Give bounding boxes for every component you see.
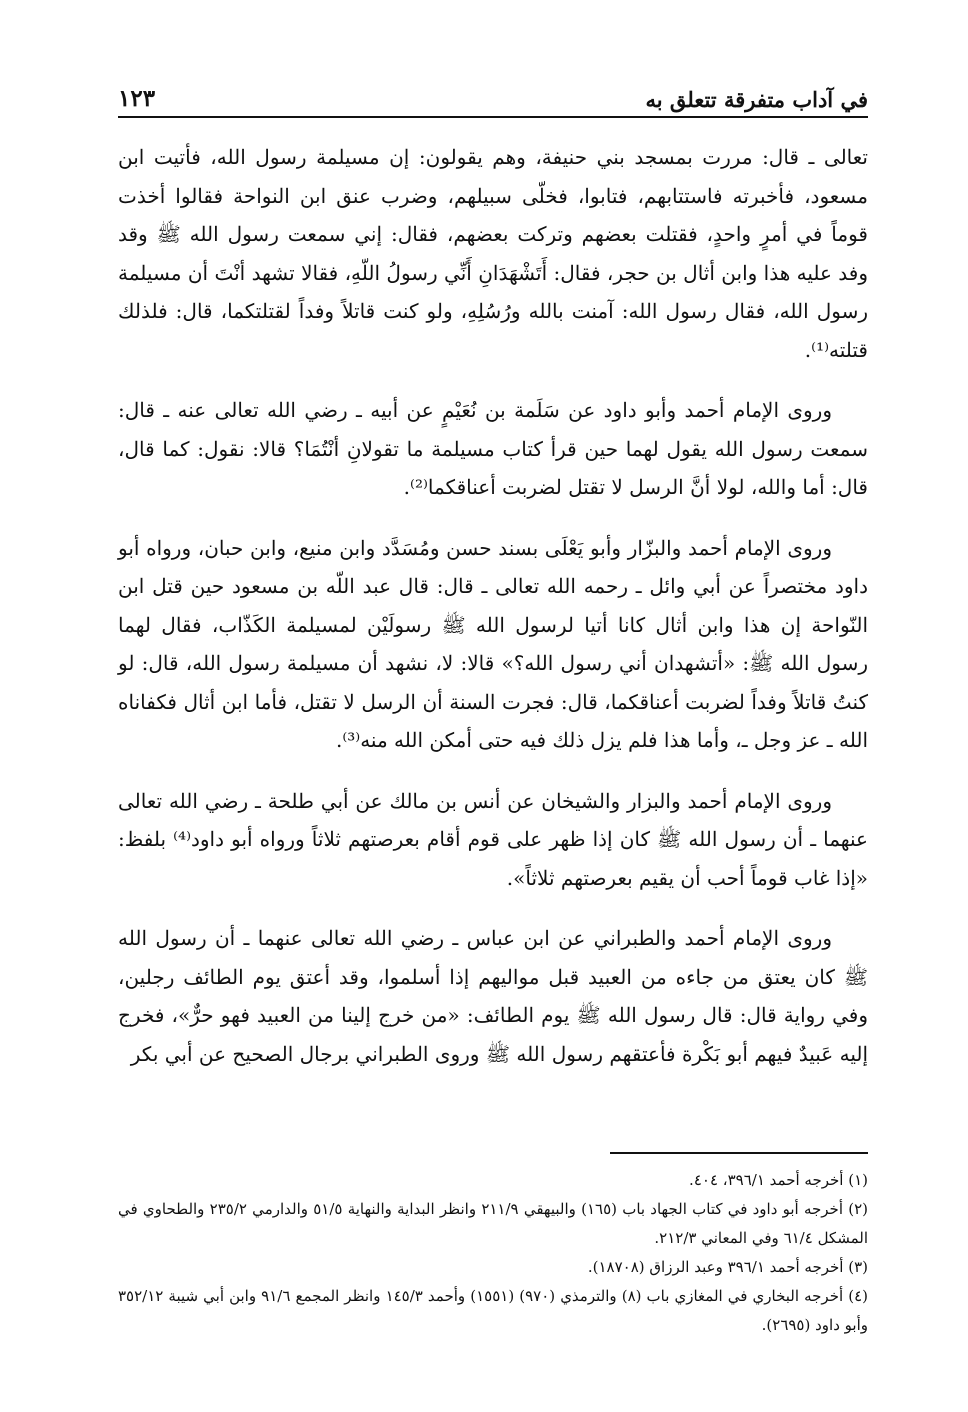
footnote: (١) أخرجه أحمد ٣٩٦/١، ٤٠٤. [689, 1171, 868, 1189]
page-number: ١٢٣ [118, 85, 156, 112]
footnotes [118, 1166, 868, 1340]
main-text [118, 138, 868, 1073]
running-header [118, 78, 868, 112]
paragraph: وروى الإمام أحمد وأبو داود عن سَلَمة بن نُعَيْمٍ عن أبيه ـ رضي الله تعالى عنه ـ قال: سمعت رسول الله يقول لهما حين قرأ كتاب مسيلمة ما تقولانِ أنْتُمَا؟ قالا: نقول: كما قال، قال: أما والله، لولا أنَّ الرسل لا تقتل لضربت أعناقكما⁽²⁾. [118, 398, 868, 499]
header-rule [118, 116, 868, 118]
paragraph: وروى الإمام أحمد والبزار والشيخان عن أنس بن مالك عن أبي طلحة ـ رضي الله تعالى عنهما ـ أن رسول الله ﷺ كان إذا ظهر على قوم أقام بعرصتهم ثلاثاً ورواه أبو داود⁽⁴⁾ بلفظ: «إذا غاب قوماً أحب أن يقيم بعرصتهم ثلاثاً». [118, 788, 868, 890]
footnote: (٢) أخرجه أبو داود في كتاب الجهاد باب (١٦٥) والبيهقي ٢١١/٩ وانظر البداية والنهاية ٥١/٥ والدارمي ٢٣٥/٢ والطحاوي في المشكل ٦١/٤ وفي المعاني ٢١٢/٣. [118, 1200, 868, 1247]
paragraph: تعالى ـ قال: مررت بمسجد بني حنيفة، وهم يقولون: إن مسيلمة رسول الله، فأتيت ابن مسعود، فأخبرته فاستتابهم، فتابوا، فخلّى سبيلهم، وضرب عنق ابن النواحة فقالوا أخذت قوماً في أمرٍ واحدٍ، فقتلت بعضهم وتركت بعضهم، فقال: إني سمعت رسول الله ﷺ وقد وفد عليه هذا وابن أثال بن حجر، فقال: أَتَشْهَدَانِ أَنِّي رسولُ اللّهِ، فقالا تشهد أنْتَ أن مسيلمة رسول الله، فقال رسول الله: آمنت بالله ورُسُلِهِ، ولو كنت قاتلاً وفداً لقتلتكما، قال: فلذلك قتلته⁽¹⁾. [118, 145, 868, 362]
paragraph: وروى الإمام أحمد والطبراني عن ابن عباس ـ رضي الله تعالى عنهما ـ أن رسول الله ﷺ كان يعتق من جاءه من العبيد قبل مواليهم إذا أسلموا، وقد أعتق يوم الطائف رجلين، وفي رواية قال: قال رسول الله ﷺ يوم الطائف: «من خرج إلينا من العبيد فهو حرٌّ»، فخرج إليه عَبيدٌ فيهم أبو بَكْرة فأعتقهم رسول الله ﷺ وروى الطبراني برجال الصحيح عن أبي بكر [118, 926, 868, 1066]
paragraph: وروى الإمام أحمد والبزّار وأبو يَعْلَى بسند حسن ومُسَدَّد وابن منيع، وابن حبان، ورواه أبو داود مختصراً عن أبي وائل ـ رحمه الله تعالى ـ قال: قال عبد اللّه بن مسعود حين قتل ابن النّواحة إن هذا وابن أثال كانا أتيا لرسول الله ﷺ رسولَيْن لمسيلمة الكَذّاب، فقال لهما رسول الله ﷺ: «أتشهدان أني رسول الله؟» قالا: لا، نشهد أن مسيلمة رسول الله، قال: لو كنتُ قاتلاً وفداً لضربت أعناقكما، قال: فجرت السنة أن الرسل لا تقتل، فأما ابن أثال فكفاناه الله ـ عز وجل ـ، وأما هذا فلم يزل ذلك فيه حتى أمكن الله منه⁽³⁾. [118, 535, 868, 752]
footnote: (٤) أخرجه البخاري في المغازي باب (٨) والترمذي (٩٧٠) (١٥٥١) وأحمد ١٤٥/٣ وانظر المجمع ٩١/٦ وابن أبي شيبة ٣٥٢/١٢ وأبو داود (٢٦٩٥). [118, 1287, 868, 1334]
footnote-separator [610, 1152, 868, 1154]
running-header-title: في آداب متفرقة تتعلق به [645, 87, 868, 112]
footnote: (٣) أخرجه أحمد ٣٩٦/١ وعبد الرزاق (١٨٧٠٨). [587, 1258, 868, 1276]
